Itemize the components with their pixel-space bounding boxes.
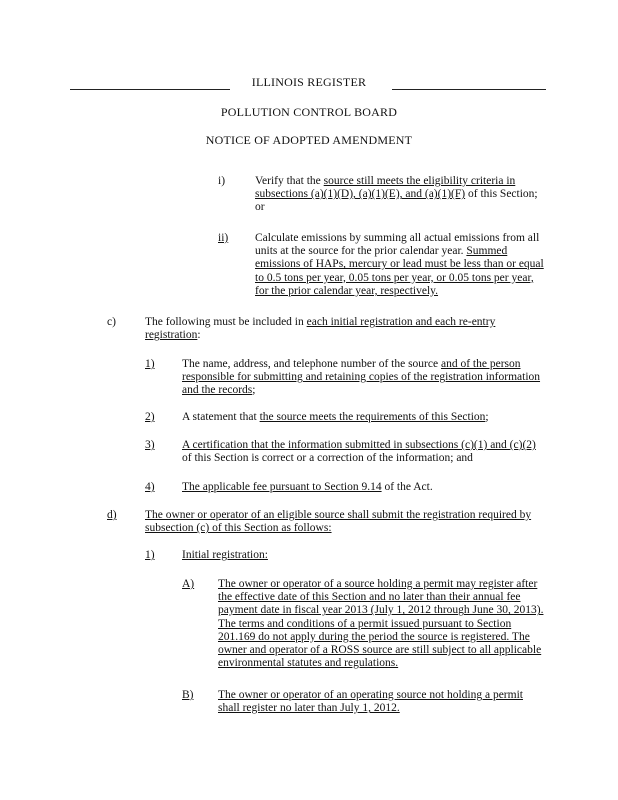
- clause-i-text-c: of this Section; or: [255, 188, 538, 214]
- d-item1-label: 1): [145, 549, 155, 561]
- notice-title: NOTICE OF ADOPTED AMENDMENT: [205, 133, 413, 147]
- c-item3-text-b: subsections (c)(1) and (c)(2): [405, 439, 536, 451]
- register-title: ILLINOIS REGISTER: [251, 75, 367, 89]
- c-item3-text-a: A certification that the information submitted in: [182, 439, 406, 451]
- c-item2-text: [182, 411, 544, 424]
- clause-ii-text-b: Summed emissions of HAPs, mercury or lead must be less than or equal to 0.5 tons per year, 0.05 tons per year, or 0.05 tons per year, for the prior calendar year, respectively.: [255, 245, 544, 297]
- c-item2-text-c: ;: [485, 411, 489, 423]
- c-item4-text-a: The applicable fee pursuant to Section 9.14: [182, 481, 382, 493]
- section-d-text: The owner or operator of an eligible source shall submit the registration required by subsection (c) of this Section as follows:: [145, 509, 532, 535]
- d-item1-text: Initial registration:: [182, 549, 268, 561]
- clause-i-text-a: Verify that the: [255, 175, 324, 187]
- section-c-text: [145, 316, 545, 342]
- c-item3-text-c: of this Section is correct or a correction of the information; and: [182, 452, 473, 465]
- c-item4-text: [182, 481, 544, 494]
- c-item2-text-b: the source meets the requirements of this Section: [259, 411, 486, 423]
- c-item1-text-b: and of the person responsible for submitting and retaining copies of the registration information and the records: [182, 358, 541, 397]
- clause-ii-text: [255, 232, 545, 298]
- c-item2-label: 2): [145, 411, 155, 423]
- c-item1-text: [182, 358, 544, 398]
- d-A-label: A): [182, 578, 195, 590]
- c-item1-text-a: The name, address, and telephone number of the source: [182, 358, 441, 370]
- section-c-text-a: The following must be included in: [145, 316, 307, 328]
- d-A-text: The owner or operator of a source holding a permit may register after the effective date of this Section and no later than their annual fee payment date in fiscal year 2013 (July 1, 2012 through June 30, 2013). The terms and conditions of a permit issued pursuant to Section 201.169 do not apply during the period the source is registered. The owner and operator of a ROSS source are still subject to all applicable environmental statutes and regulations.: [218, 578, 544, 670]
- section-c-text-c: :: [197, 329, 201, 342]
- c-item4-text-b: of the Act.: [381, 481, 433, 493]
- section-d-label: d): [107, 509, 117, 521]
- clause-ii-text-a: Calculate emissions by summing all actual emissions from all units at the source for the prior calendar year.: [255, 232, 540, 258]
- section-c-text-b: each initial registration and each re-entry registration: [145, 316, 496, 342]
- c-item1-label: 1): [145, 358, 155, 370]
- d-B-text: The owner or operator of an operating source not holding a permit shall register no later than July 1, 2012.: [218, 689, 523, 715]
- c-item2-text-a: A statement that: [182, 411, 260, 423]
- clause-i-text: [255, 175, 545, 215]
- c-item3-label: 3): [145, 439, 155, 451]
- board-title: POLLUTION CONTROL BOARD: [220, 105, 398, 119]
- c-item1-text-c: ;: [252, 384, 256, 397]
- c-item4-label: 4): [145, 481, 155, 493]
- d-B-label: B): [182, 689, 194, 701]
- section-c-label: c): [107, 316, 116, 328]
- clause-i-label: i): [218, 175, 226, 187]
- clause-i-text-b: source still meets the eligibility criteria in subsections (a)(1)(D), (a)(1)(E), and (a)(1)(F): [255, 175, 516, 201]
- c-item3-text: [182, 439, 544, 465]
- clause-ii-label: ii): [218, 232, 229, 244]
